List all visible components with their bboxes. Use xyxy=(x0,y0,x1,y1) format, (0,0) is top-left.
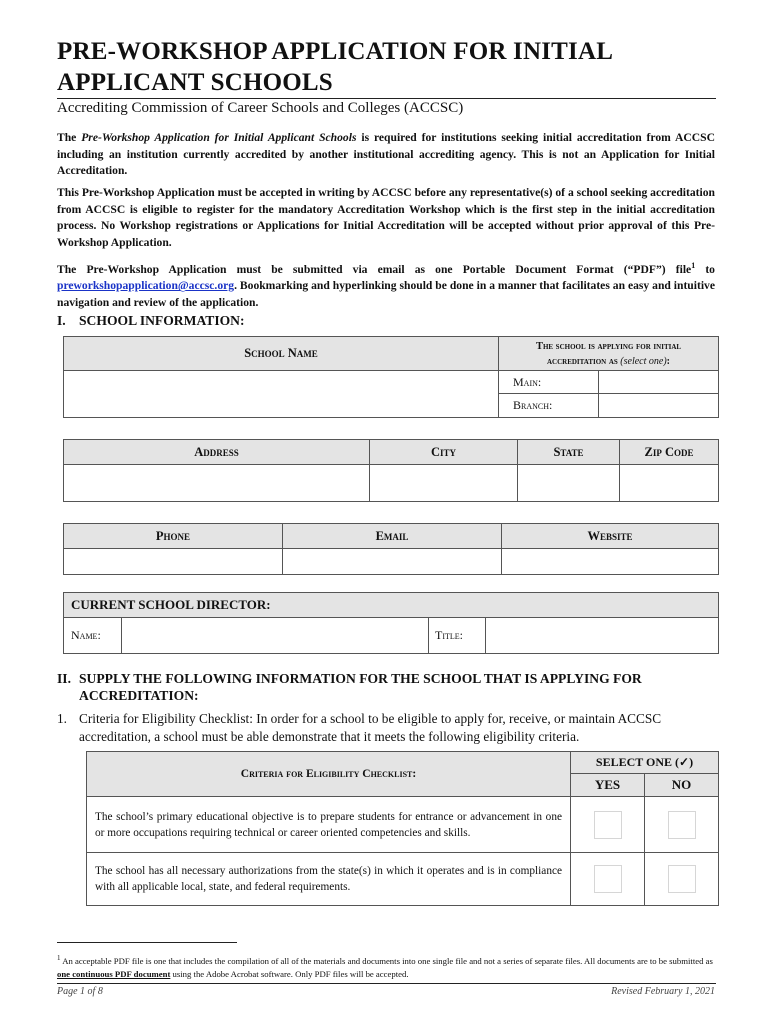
address-input[interactable] xyxy=(64,465,370,502)
footnote: $^1$ An acceptable PDF file is one that includes the compilation of all of the materials and documents into one single file and not a series of separate files. All documents are to be submitted as one continuous PDF document using the Adobe Acrobat software. Only PDF files will be accepted. xyxy=(57,954,713,979)
criteria-row-1-text: The school’s primary educational objective is to prepare students for entrance or advancement in one or more occupations requiring technical or career oriented competencies and skills. xyxy=(87,797,571,853)
criteria-row-2-no-checkbox[interactable] xyxy=(668,865,696,893)
eligibility-intro: 1. Criteria for Eligibility Checklist: In order for a school to be eligible to apply for, receive, or maintain ACCSC accreditation, a school must be able demonstrate that it meets the following eligibility criteria. xyxy=(57,711,662,744)
submission-email-link[interactable]: preworkshopapplication@accsc.org xyxy=(57,279,235,293)
page-subtitle: Accrediting Commission of Career Schools and Colleges (ACCSC) xyxy=(57,100,464,116)
page-number: Page 1 of 8 xyxy=(57,986,103,997)
website-input[interactable] xyxy=(502,549,719,575)
criteria-row-2-yes-cell xyxy=(571,853,645,906)
criteria-header: Criteria for Eligibility Checklist: xyxy=(87,752,571,797)
criteria-row-2-text: The school has all necessary authorizations from the state(s) in which it operates and is in compliance with all applicable local, state, and federal requirements. xyxy=(87,853,571,906)
address-header: Address xyxy=(64,440,370,465)
branch-input[interactable] xyxy=(599,394,719,418)
criteria-row-1-yes-cell xyxy=(571,797,645,853)
select-one-header: SELECT ONE (✓) xyxy=(571,752,719,774)
state-input[interactable] xyxy=(518,465,620,502)
contact-table xyxy=(63,523,719,575)
director-table xyxy=(63,592,719,654)
phone-input[interactable] xyxy=(64,549,283,575)
eligibility-checklist-table xyxy=(86,751,719,906)
phone-header: Phone xyxy=(64,524,283,549)
director-title-input[interactable] xyxy=(486,618,719,654)
intro-paragraph-3: The Pre-Workshop Application must be submitted via email as one Portable Document Format (“PDF”) file$^1$ to preworkshopapplication@accsc.org. Bookmarking and hyperlinking should be done in a manner that facilitates an easy and intuitive navigation and review of the application. xyxy=(57,261,715,310)
footnote-divider xyxy=(57,942,237,943)
school-name-header: School Name xyxy=(64,337,499,371)
criteria-row-2-no-cell xyxy=(645,853,719,906)
applying-as-header: The school is applying for initial accreditation as (select one): xyxy=(499,337,719,371)
intro-paragraph-1: The Pre-Workshop Application for Initial Applicant Schools is required for institutions seeking initial accreditation from ACCSC including an institution currently accredited by another institutional accrediting agency. This is not an Application for Initial Accreditation. xyxy=(57,131,715,178)
title-divider xyxy=(57,98,716,99)
state-header: State xyxy=(518,440,620,465)
intro-application-name: Pre-Workshop Application for Initial Applicant Schools xyxy=(81,131,357,144)
yes-header: YES xyxy=(571,774,645,797)
director-header: CURRENT SCHOOL DIRECTOR: xyxy=(64,593,719,618)
no-header: NO xyxy=(645,774,719,797)
city-header: City xyxy=(370,440,518,465)
page-title: PRE-WORKSHOP APPLICATION FOR INITIAL APPLICANT SCHOOLS xyxy=(57,38,612,96)
city-input[interactable] xyxy=(370,465,518,502)
email-input[interactable] xyxy=(283,549,502,575)
school-name-table xyxy=(63,336,719,418)
revision-date: Revised February 1, 2021 xyxy=(611,986,715,997)
address-table xyxy=(63,439,719,502)
main-label: Main: xyxy=(499,371,599,394)
director-title-label: Title: xyxy=(429,618,486,654)
school-name-input[interactable] xyxy=(64,371,499,418)
zip-code-input[interactable] xyxy=(620,465,719,502)
zip-code-header: Zip Code xyxy=(620,440,719,465)
email-header: Email xyxy=(283,524,502,549)
section-2-heading: II. SUPPLY THE FOLLOWING INFORMATION FOR THE SCHOOL THAT IS APPLYING FOR ACCREDITATION: xyxy=(57,671,642,703)
intro-paragraph-2: This Pre-Workshop Application must be accepted in writing by ACCSC before any representative(s) of a school seeking accreditation from ACCSC is eligible to register for the mandatory Accreditation Workshop which is the first step in the initial accreditation process. No Workshop registrations or Applications for Initial Accreditation will be accepted without prior approval of this Pre-Workshop Application. xyxy=(57,186,715,249)
criteria-row-1-yes-checkbox[interactable] xyxy=(594,811,622,839)
director-name-input[interactable] xyxy=(122,618,429,654)
main-input[interactable] xyxy=(599,371,719,394)
criteria-row-1-no-checkbox[interactable] xyxy=(668,811,696,839)
branch-label: Branch: xyxy=(499,394,599,418)
section-1-heading: I. SCHOOL INFORMATION: xyxy=(57,313,245,328)
criteria-row-2-yes-checkbox[interactable] xyxy=(594,865,622,893)
footer-divider xyxy=(57,983,716,984)
website-header: Website xyxy=(502,524,719,549)
criteria-row-1-no-cell xyxy=(645,797,719,853)
director-name-label: Name: xyxy=(64,618,122,654)
